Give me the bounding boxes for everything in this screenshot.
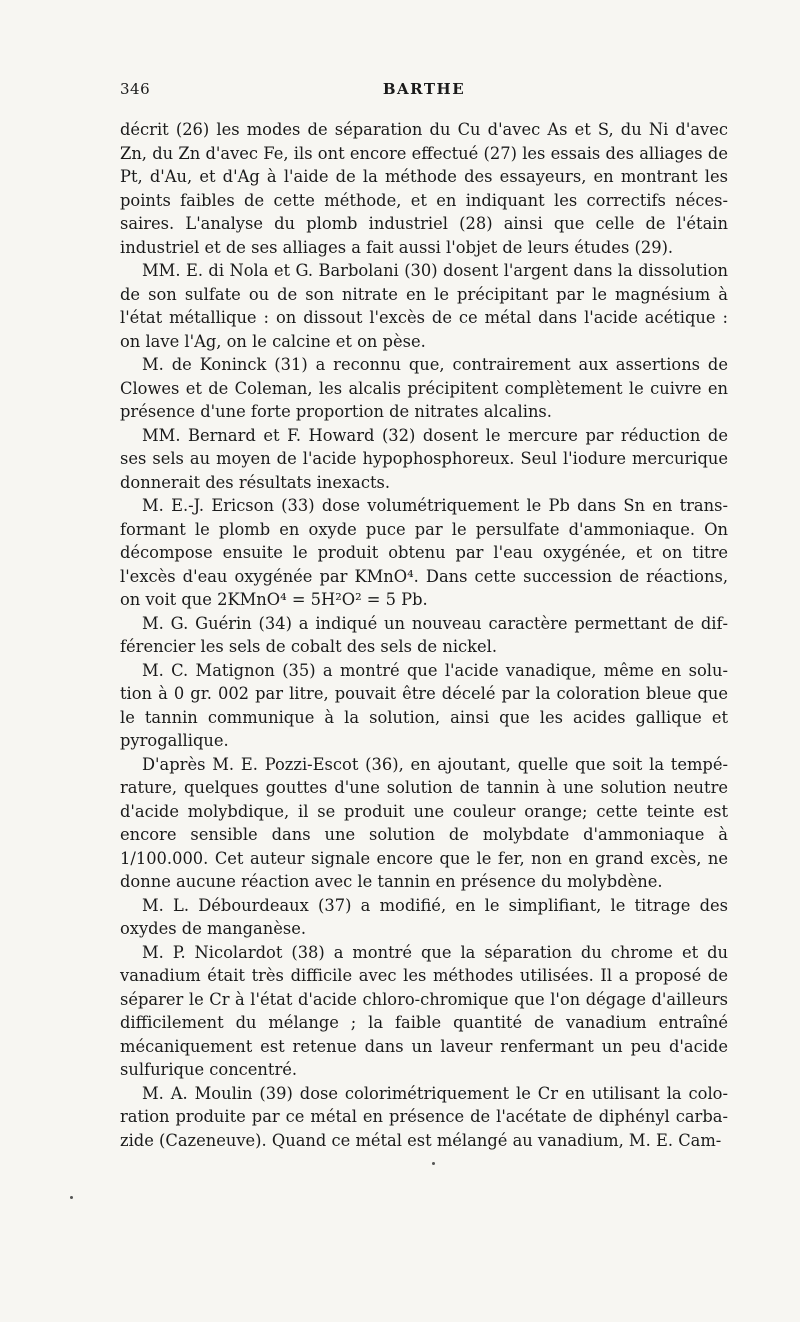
paragraph: D'après M. E. Pozzi-Escot (36), en ajoutant, quelle que soit la température, quelques gouttes d'une solution de tannin à une solution neutre d'acide molybdique, il se produit une couleur orange; cette teinte est encore sensible dans une solution de molybdate d'ammoniaque à 1/100.000. Cet auteur signale encore que le fer, non en grand excès, ne donne aucune réaction avec le tannin en présence du molybdène. bbox=[120, 754, 728, 891]
paragraph: décrit (26) les modes de séparation du Cu d'avec As et S, du Ni d'avec Zn, du Zn d'avec Fe, ils ont encore effectué (27) les essais des alliages de Pt, d'Au, et d'Ag à l'aide de la méthode des essayeurs, en montrant les points faibles de cette méthode, et en indiquant les correctifs nécessaires. L'analyse du plomb industriel (28) ainsi que celle de l'étain industriel et de ses alliages a fait aussi l'objet de leurs études (29). bbox=[120, 120, 728, 257]
scan-speck bbox=[432, 1162, 435, 1165]
running-head: BARTHE bbox=[382, 80, 466, 98]
paragraph: MM. E. di Nola et G. Barbolani (30) dosent l'argent dans la dissolution de son sulfate ou de son nitrate en le précipitant par le magnésium à l'état métallique : on dissout l'excès de ce métal dans l'acide acétique : on lave l'Ag, on le calcine et on pèse. bbox=[120, 261, 728, 351]
paragraph: M. P. Nicolardot (38) a montré que la séparation du chrome et du vanadium était très difficile avec les méthodes utilisées. Il a proposé de séparer le Cr à l'état d'acide chloro-chromique que l'on dégage d'ailleurs difficilement du mélange ; la faible quantité de vanadium entraîné mécaniquement est retenue dans un laveur renfermant un peu d'acide sulfurique concentré. bbox=[120, 942, 728, 1079]
page-header bbox=[120, 80, 728, 104]
paragraph: M. C. Matignon (35) a montré que l'acide vanadique, même en solution à 0 gr. 002 par litre, pouvait être décelé par la coloration bleue que le tannin communique à la solution, ainsi que les acides gallique et pyrogallique. bbox=[120, 660, 728, 750]
paragraph: MM. Bernard et F. Howard (32) dosent le mercure par réduction de ses sels au moyen de l'acide hypophosphoreux. Seul l'iodure mercurique donnerait des résultats inexacts. bbox=[120, 425, 728, 492]
paragraph: M. L. Débourdeaux (37) a modifié, en le simplifiant, le titrage des oxydes de manganèse. bbox=[120, 895, 728, 938]
page-number: 346 bbox=[120, 80, 151, 98]
paragraph: M. de Koninck (31) a reconnu que, contrairement aux assertions de Clowes et de Coleman, les alcalis précipitent complètement le cuivre en présence d'une forte proportion de nitrates alcalins. bbox=[120, 355, 728, 421]
paragraph: M. A. Moulin (39) dose colorimétriquement le Cr en utilisant la coloration produite par ce métal en présence de l'acétate de diphényl carbazide (Cazeneuve). Quand ce métal est mélangé au vanadium, M. E. Cam- bbox=[120, 1083, 728, 1150]
paragraph: M. E.-J. Ericson (33) dose volumétriquement le Pb dans Sn en transformant le plomb en oxyde puce par le persulfate d'ammoniaque. On décompose ensuite le produit obtenu par l'eau oxygénée, et on titre l'excès d'eau oxygénée par KMnO⁴. Dans cette succession de réactions, on voit que 2KMnO⁴ = 5H²O² = 5 Pb. bbox=[120, 496, 728, 609]
body-text bbox=[120, 118, 728, 1152]
paragraph: M. G. Guérin (34) a indiqué un nouveau caractère permettant de différencier les sels de cobalt des sels de nickel. bbox=[120, 613, 728, 656]
scan-speck bbox=[70, 1196, 73, 1199]
